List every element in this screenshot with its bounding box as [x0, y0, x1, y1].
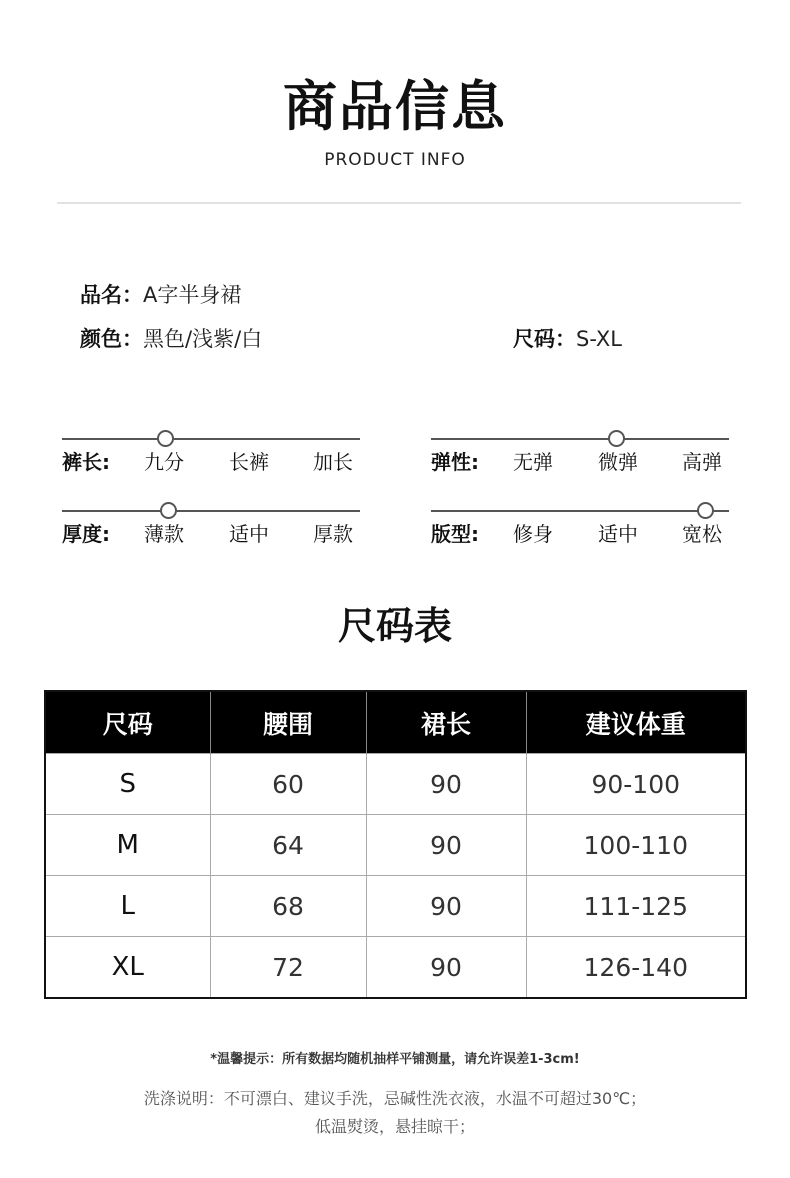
cell-waist: 72 — [210, 937, 366, 999]
header-size: 尺码 — [45, 691, 210, 754]
table-row — [45, 754, 746, 815]
length-label: 裤长: — [62, 450, 110, 474]
scale-track — [62, 510, 360, 512]
product-name-value: A字半身裙 — [143, 283, 242, 307]
cell-weight: 90-100 — [526, 754, 746, 815]
table-header-row — [45, 691, 746, 754]
product-size-row — [513, 323, 622, 353]
cell-size: XL — [45, 937, 210, 999]
header-divider — [57, 202, 741, 204]
cell-waist: 60 — [210, 754, 366, 815]
scale-track — [431, 510, 729, 512]
table-row — [45, 876, 746, 937]
care-instructions-line-1: 洗涤说明：不可漂白、建议手洗，忌碱性洗衣液，水温不可超过30℃； — [143, 1089, 647, 1108]
scale-track — [431, 438, 729, 440]
elasticity-option-3: 高弹 — [682, 450, 722, 474]
fit-scale — [431, 502, 729, 562]
product-name-label: 品名： — [80, 283, 143, 307]
cell-weight: 126-140 — [526, 937, 746, 999]
cell-skirt-length: 90 — [366, 754, 526, 815]
length-option-1: 九分 — [144, 450, 184, 474]
thickness-label: 厚度: — [62, 522, 110, 546]
product-color-value: 黑色/浅紫/白 — [143, 327, 263, 351]
thickness-indicator-dot — [160, 502, 177, 519]
fit-option-1: 修身 — [513, 522, 553, 546]
thickness-option-3: 厚款 — [313, 522, 353, 546]
cell-weight: 100-110 — [526, 815, 746, 876]
elasticity-scale — [431, 430, 729, 490]
cell-size: L — [45, 876, 210, 937]
length-option-2: 长裤 — [229, 450, 269, 474]
header-skirt-length: 裙长 — [366, 691, 526, 754]
page-subtitle: PRODUCT INFO — [324, 150, 466, 170]
scale-track — [62, 438, 360, 440]
table-row — [45, 815, 746, 876]
thickness-scale — [62, 502, 360, 562]
measurement-note: *温馨提示：所有数据均随机抽样平铺测量，请允许误差1-3cm! — [210, 1052, 580, 1067]
care-instructions-line-2: 低温熨烫，悬挂晾干； — [314, 1117, 475, 1136]
product-size-label: 尺码： — [513, 327, 576, 351]
product-color-label: 颜色： — [80, 327, 143, 351]
cell-weight: 111-125 — [526, 876, 746, 937]
fit-option-3: 宽松 — [682, 522, 722, 546]
elasticity-option-2: 微弹 — [598, 450, 638, 474]
header-suggested-weight: 建议体重 — [526, 691, 746, 754]
cell-skirt-length: 90 — [366, 876, 526, 937]
elasticity-label: 弹性: — [431, 450, 479, 474]
length-scale — [62, 430, 360, 490]
length-option-3: 加长 — [313, 450, 353, 474]
product-name-row — [80, 279, 241, 309]
cell-skirt-length: 90 — [366, 815, 526, 876]
cell-size: S — [45, 754, 210, 815]
cell-skirt-length: 90 — [366, 937, 526, 999]
product-size-value: S-XL — [576, 327, 622, 351]
fit-option-2: 适中 — [598, 522, 638, 546]
cell-size: M — [45, 815, 210, 876]
elasticity-option-1: 无弹 — [513, 450, 553, 474]
size-chart-title: 尺码表 — [337, 604, 452, 648]
table-row — [45, 937, 746, 999]
page-title: 商品信息 — [283, 75, 507, 138]
size-table — [44, 690, 747, 999]
thickness-option-2: 适中 — [229, 522, 269, 546]
cell-waist: 68 — [210, 876, 366, 937]
thickness-option-1: 薄款 — [144, 522, 184, 546]
header-waist: 腰围 — [210, 691, 366, 754]
product-color-row — [80, 323, 262, 353]
cell-waist: 64 — [210, 815, 366, 876]
elasticity-indicator-dot — [608, 430, 625, 447]
fit-label: 版型: — [431, 522, 479, 546]
fit-indicator-dot — [697, 502, 714, 519]
length-indicator-dot — [157, 430, 174, 447]
